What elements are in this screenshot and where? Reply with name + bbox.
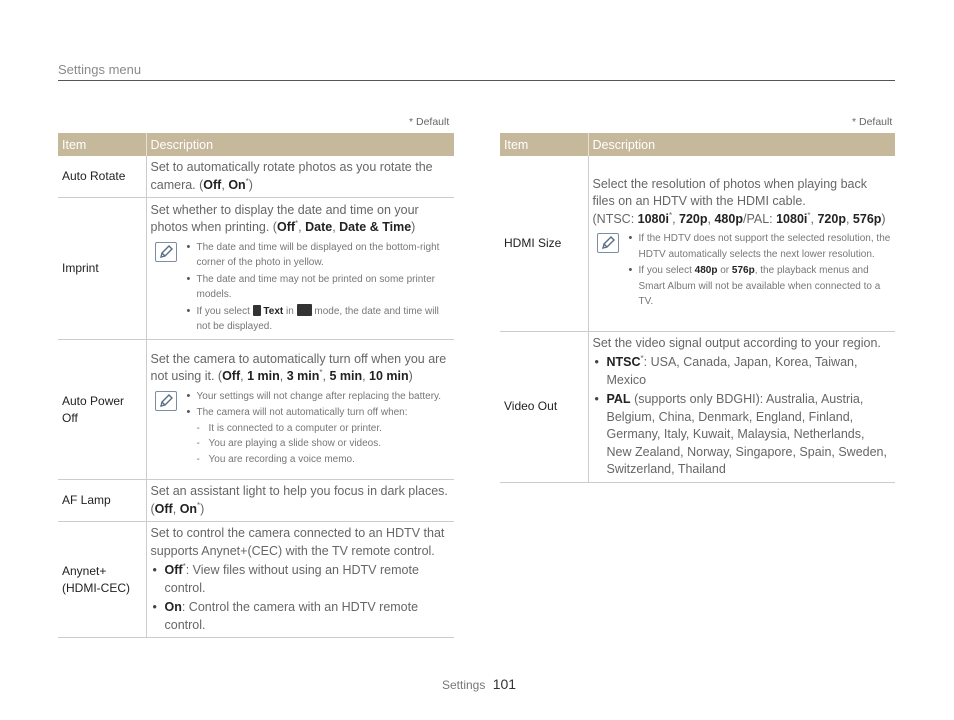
option-item: • Off*: View files without using an HDTV remote control.	[151, 562, 451, 597]
sub-note-item: - You are playing a slide show or videos.	[197, 436, 451, 452]
row-imprint	[58, 198, 454, 340]
note-item: • If the HDTV does not support the selected resolution, the HDTV automatically selects the next lower resolution.	[627, 231, 892, 262]
note-item: • The date and time may not be printed on some printer models.	[185, 272, 451, 303]
row-video-out	[500, 331, 895, 482]
header-item: Item	[500, 133, 588, 156]
note-block	[593, 231, 892, 311]
sub-note-item: - It is connected to a computer or printer.	[197, 421, 451, 437]
text-doc-icon	[253, 305, 261, 316]
row-af-lamp	[58, 480, 454, 522]
note-block	[151, 389, 451, 469]
note-pencil-icon	[597, 233, 619, 253]
scene-mode-icon	[297, 304, 312, 316]
sub-note-item: - You are recording a voice memo.	[197, 452, 451, 468]
page-footer	[442, 676, 516, 692]
header-item: Item	[58, 133, 146, 156]
item-description: Set the camera to automatically turn off when you are not using it. (Off, 1 min, 3 min*, 5 min, 10 min) • Your settings will not change after replacing the battery. • The camera will not automatically turn off when: - It is connected to a computer or printer. - You are playing a slide show or videos. - You are recording a voice memo.	[146, 340, 454, 480]
item-label: Video Out	[500, 331, 588, 482]
note-block	[151, 240, 451, 336]
note-item: • If you select 480p or 576p, the playback menus and Smart Album will not be available when connected to a TV.	[627, 263, 892, 310]
table-header-row	[500, 133, 895, 156]
note-pencil-icon	[155, 391, 177, 411]
table-header-row	[58, 133, 454, 156]
item-label: AF Lamp	[58, 480, 146, 522]
item-label: Anynet+ (HDMI-CEC)	[58, 522, 146, 638]
note-item: • If you select Text in mode, the date and time will not be displayed.	[185, 304, 451, 335]
section-title: Settings menu	[58, 62, 142, 77]
row-auto-power-off	[58, 340, 454, 480]
item-description: Set an assistant light to help you focus in dark places. (Off, On*)	[146, 480, 454, 522]
item-label: HDMI Size	[500, 156, 588, 331]
note-item: • The camera will not automatically turn off when: - It is connected to a computer or printer. - You are playing a slide show or videos. - You are recording a voice memo.	[185, 405, 451, 467]
item-description: Set to control the camera connected to an HDTV that supports Anynet+(CEC) with the TV remote control. • Off*: View files without using an HDTV remote control. • On: Control the camera with an HDTV remote control.	[146, 522, 454, 638]
note-item: • The date and time will be displayed on the bottom-right corner of the photo in yellow.	[185, 240, 451, 271]
note-pencil-icon	[155, 242, 177, 262]
row-hdmi-size	[500, 156, 895, 331]
settings-table-right	[500, 133, 895, 483]
option-item: • PAL (supports only BDGHI): Australia, Austria, Belgium, China, Denmark, England, Finland, Germany, Italy, Kuwait, Malaysia, Netherlands, New Zealand, Norway, Singapore, Spain, Sweden, Switzerland, Thailand	[593, 391, 892, 479]
footer-label: Settings	[442, 678, 486, 692]
header-description: Description	[588, 133, 895, 156]
default-note-left: * Default	[409, 116, 450, 128]
item-description: Select the resolution of photos when playing back files on an HDTV with the HDMI cable. (NTSC: 1080i*, 720p, 480p/PAL: 1080i*, 720p, 576p) • If the HDTV does not support the selected resolution, the HDTV automatically selects the next lower resolution. • If you select 480p or 576p, the playback menus and Smart Album will not be available when connected to a TV.	[588, 156, 895, 331]
option-item: • On: Control the camera with an HDTV remote control.	[151, 599, 451, 634]
item-description: Set to automatically rotate photos as you rotate the camera. (Off, On*)	[146, 156, 454, 198]
item-label: Imprint	[58, 198, 146, 340]
settings-table-left	[58, 133, 454, 638]
item-label: Auto Rotate	[58, 156, 146, 198]
item-description: Set the video signal output according to your region. • NTSC*: USA, Canada, Japan, Korea, Taiwan, Mexico • PAL (supports only BDGHI): Australia, Austria, Belgium, China, Denmark, England, Finland, Germany, Italy, Kuwait, Malaysia, Netherlands, New Zealand, Norway, Singapore, Spain, Sweden, Switzerland, Thailand	[588, 331, 895, 482]
default-note-right: * Default	[852, 116, 893, 128]
header-description: Description	[146, 133, 454, 156]
note-item: • Your settings will not change after replacing the battery.	[185, 389, 451, 405]
page-number: 101	[492, 676, 517, 692]
row-anynet	[58, 522, 454, 638]
option-item: • NTSC*: USA, Canada, Japan, Korea, Taiwan, Mexico	[593, 354, 892, 389]
row-auto-rotate	[58, 156, 454, 198]
section-rule	[58, 80, 895, 81]
item-label: Auto Power Off	[58, 340, 146, 480]
item-description: Set whether to display the date and time on your photos when printing. (Off*, Date, Date & Time) • The date and time will be displayed on the bottom-right corner of the photo in yellow. • The date and time may not be printed on some printer models. • If you select Text in mode, the date and time will not be displayed.	[146, 198, 454, 340]
